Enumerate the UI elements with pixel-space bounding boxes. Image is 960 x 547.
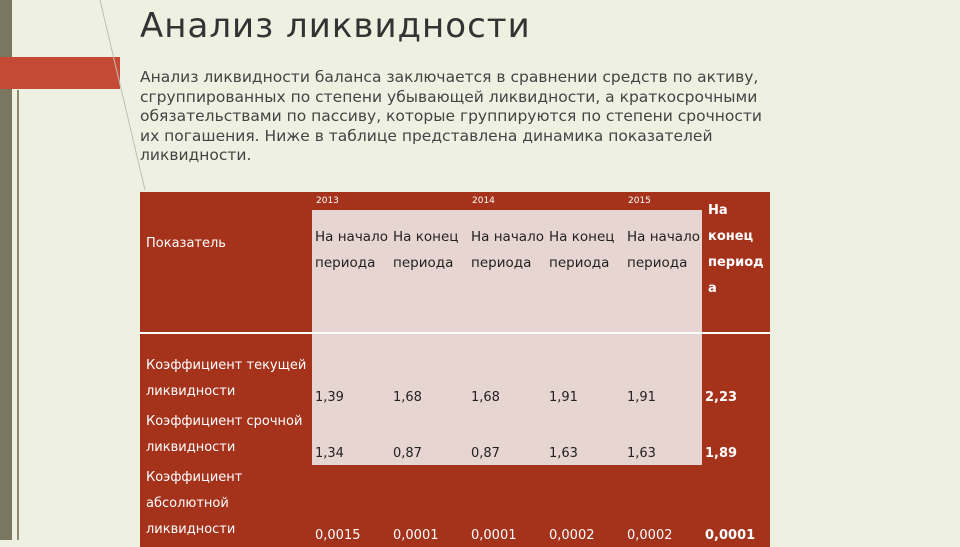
value-cell: 0,0015: [312, 465, 390, 547]
value-cell: 1,91: [546, 333, 624, 409]
value-cell: 1,34: [312, 409, 390, 465]
value-cell: 1,63: [624, 409, 702, 465]
value-cell: 2,23: [702, 333, 770, 409]
value-cell: 1,91: [624, 333, 702, 409]
slide-paragraph: Анализ ликвидности баланса заключается в сравнении средств по активу, сгруппированных по степени убывающей ликвидности, а краткосрочными обязательствами по пассиву, которые группируются по степени срочности их погашения. Ниже в таблице представлена динамика показателей ликвидности.: [140, 68, 762, 164]
value-cell: 1,68: [390, 333, 468, 409]
liquidity-table: [140, 192, 770, 547]
table-row: [140, 333, 770, 409]
period-header-2014-start: На начало периода: [468, 210, 546, 333]
period-header-2013-start: На начало периода: [312, 210, 390, 333]
period-header-2015-end: На конец период а: [702, 192, 770, 333]
period-header-2014-end: На конец периода: [546, 210, 624, 333]
value-cell: 0,0001: [468, 465, 546, 547]
value-cell: 0,0002: [624, 465, 702, 547]
value-cell: 1,63: [546, 409, 624, 465]
indicator-name: Коэффициент текущей ликвидности: [140, 333, 312, 409]
year-header-2014: 2014: [468, 192, 624, 210]
indicator-name: Коэффициент абсолютной ликвидности: [140, 465, 312, 547]
value-cell: 1,68: [468, 333, 546, 409]
value-cell: 0,0002: [546, 465, 624, 547]
year-header-2013: 2013: [312, 192, 468, 210]
value-cell: 0,0001: [390, 465, 468, 547]
slide-title: Анализ ликвидности: [140, 6, 531, 46]
indicator-header-cell: [140, 192, 312, 333]
year-header-2015: 2015: [624, 192, 702, 210]
table-row: [140, 465, 770, 547]
value-cell: 1,89: [702, 409, 770, 465]
value-cell: 0,87: [468, 409, 546, 465]
table-year-row: [140, 192, 770, 210]
table-row: [140, 409, 770, 465]
period-header-2013-end: На конец периода: [390, 210, 468, 333]
indicator-header-label: Показатель: [146, 236, 226, 251]
period-header-2015-start: На начало периода: [624, 210, 702, 333]
value-cell: 0,0001: [702, 465, 770, 547]
value-cell: 1,39: [312, 333, 390, 409]
value-cell: 0,87: [390, 409, 468, 465]
indicator-name: Коэффициент срочной ликвидности: [140, 409, 312, 465]
